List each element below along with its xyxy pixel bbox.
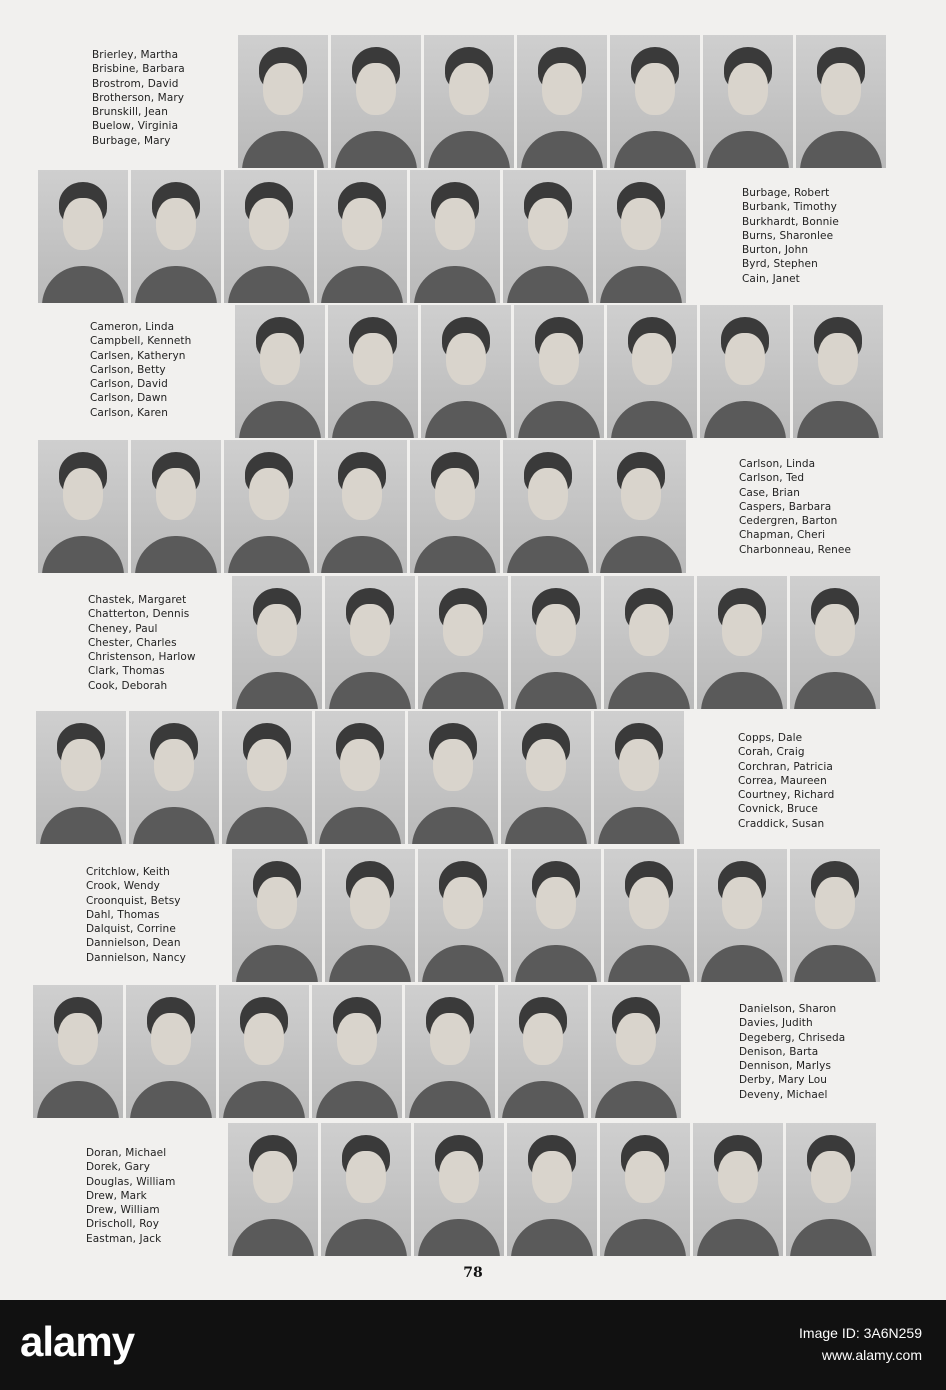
- student-photo: [703, 35, 793, 168]
- student-photo: [315, 711, 405, 844]
- name-list: [86, 865, 186, 965]
- student-photo: [325, 576, 415, 709]
- student-name: Drew, Mark: [86, 1189, 147, 1202]
- photo-strip: [228, 1123, 876, 1256]
- student-photo: [600, 1123, 690, 1256]
- photo-strip: [38, 440, 686, 573]
- student-photo: [607, 305, 697, 438]
- name-list: [739, 457, 851, 557]
- student-row: [0, 305, 946, 440]
- student-photo: [228, 1123, 318, 1256]
- name-list: [88, 593, 196, 693]
- student-name: Danielson, Sharon: [739, 1003, 837, 1015]
- student-name: Carlsen, Katheryn: [90, 349, 186, 362]
- student-photo: [219, 985, 309, 1118]
- student-name: Corchran, Patricia: [738, 760, 833, 773]
- stock-logo: alamy: [20, 1318, 135, 1365]
- student-photo: [408, 711, 498, 844]
- student-name: Brisbine, Barbara: [92, 63, 185, 76]
- student-photo: [331, 35, 421, 168]
- student-photo: [232, 576, 322, 709]
- student-name: Buelow, Virginia: [92, 120, 179, 133]
- student-name: Cain, Janet: [742, 272, 800, 285]
- student-name: Courtney, Richard: [738, 789, 835, 802]
- student-photo: [610, 35, 700, 168]
- student-name: Dannielson, Nancy: [86, 951, 186, 964]
- student-name: Cameron, Linda: [90, 321, 175, 333]
- student-name: Copps, Dale: [738, 732, 803, 744]
- student-name: Drischoll, Roy: [86, 1218, 160, 1231]
- student-name: Brotherson, Mary: [92, 91, 185, 104]
- student-name: Doran, Michael: [86, 1147, 167, 1159]
- student-photo: [697, 849, 787, 982]
- student-name: Cook, Deborah: [88, 679, 168, 692]
- photo-strip: [235, 305, 883, 438]
- student-photo: [591, 985, 681, 1118]
- student-photo: [424, 35, 514, 168]
- student-photo: [693, 1123, 783, 1256]
- student-row: [0, 440, 946, 575]
- student-name: Craddick, Susan: [738, 817, 825, 830]
- photo-strip: [33, 985, 681, 1118]
- student-name: Derby, Mary Lou: [739, 1074, 828, 1087]
- student-photo: [414, 1123, 504, 1256]
- name-list: [86, 1146, 175, 1246]
- student-photo: [796, 35, 886, 168]
- student-photo: [503, 170, 593, 303]
- student-photo: [786, 1123, 876, 1256]
- student-name: Davies, Judith: [739, 1017, 813, 1030]
- image-id: Image ID: 3A6N259: [799, 1325, 922, 1341]
- student-name: Dorek, Gary: [86, 1161, 151, 1174]
- name-list: [92, 48, 185, 148]
- student-photo: [418, 576, 508, 709]
- photo-strip: [232, 849, 880, 982]
- student-name: Clark, Thomas: [88, 665, 165, 678]
- student-name: Dennison, Marlys: [739, 1060, 832, 1073]
- student-photo: [700, 305, 790, 438]
- student-row: [0, 849, 946, 984]
- photo-strip: [36, 711, 684, 844]
- student-name: Carlson, Linda: [739, 458, 816, 470]
- student-name: Chastek, Margaret: [88, 594, 187, 606]
- name-list: [742, 186, 839, 286]
- student-photo: [321, 1123, 411, 1256]
- student-photo: [222, 711, 312, 844]
- photo-strip: [232, 576, 880, 709]
- student-name: Case, Brian: [739, 486, 800, 499]
- student-row: [0, 711, 946, 846]
- student-name: Critchlow, Keith: [86, 866, 170, 878]
- student-name: Deveny, Michael: [739, 1088, 828, 1101]
- student-photo: [224, 440, 314, 573]
- student-photo: [421, 305, 511, 438]
- student-photo: [418, 849, 508, 982]
- student-photo: [507, 1123, 597, 1256]
- student-name: Burbage, Mary: [92, 134, 171, 147]
- student-row: [0, 576, 946, 711]
- student-photo: [501, 711, 591, 844]
- student-name: Cedergren, Barton: [739, 515, 838, 528]
- photo-strip: [38, 170, 686, 303]
- student-photo: [517, 35, 607, 168]
- student-photo: [410, 170, 500, 303]
- student-name: Degeberg, Chriseda: [739, 1031, 846, 1044]
- page-number: 78: [463, 1265, 483, 1281]
- student-name: Burbage, Robert: [742, 187, 830, 199]
- student-name: Caspers, Barbara: [739, 500, 832, 513]
- student-row: [0, 1123, 946, 1258]
- student-photo: [697, 576, 787, 709]
- student-name: Covnick, Bruce: [738, 803, 818, 816]
- student-photo: [596, 440, 686, 573]
- student-name: Carlson, Ted: [739, 472, 805, 485]
- student-name: Drew, William: [86, 1204, 160, 1217]
- photo-strip: [238, 35, 886, 168]
- student-name: Crook, Wendy: [86, 880, 160, 893]
- student-photo: [604, 576, 694, 709]
- student-photo: [126, 985, 216, 1118]
- student-photo: [317, 440, 407, 573]
- student-photo: [511, 849, 601, 982]
- student-name: Correa, Maureen: [738, 774, 827, 787]
- student-photo: [317, 170, 407, 303]
- student-name: Corah, Craig: [738, 746, 805, 759]
- student-name: Brostrom, David: [92, 77, 179, 90]
- student-photo: [38, 440, 128, 573]
- student-photo: [503, 440, 593, 573]
- student-photo: [594, 711, 684, 844]
- student-name: Chapman, Cheri: [739, 529, 826, 542]
- student-photo: [793, 305, 883, 438]
- student-name: Carlson, Betty: [90, 363, 166, 376]
- name-list: [90, 320, 191, 420]
- student-photo: [232, 849, 322, 982]
- student-name: Burbank, Timothy: [742, 201, 837, 214]
- student-photo: [790, 576, 880, 709]
- student-name: Cheney, Paul: [88, 622, 158, 635]
- student-row: [0, 35, 946, 170]
- student-photo: [131, 170, 221, 303]
- footer-url: www.alamy.com: [821, 1347, 922, 1363]
- student-row: [0, 985, 946, 1120]
- student-photo: [131, 440, 221, 573]
- student-name: Dahl, Thomas: [86, 908, 160, 921]
- student-photo: [328, 305, 418, 438]
- name-list: [739, 1002, 845, 1102]
- student-photo: [604, 849, 694, 982]
- student-photo: [238, 35, 328, 168]
- student-name: Byrd, Stephen: [742, 258, 818, 271]
- student-name: Burton, John: [742, 244, 809, 257]
- student-name: Campbell, Kenneth: [90, 335, 192, 348]
- student-name: Carlson, Dawn: [90, 392, 168, 405]
- student-name: Croonquist, Betsy: [86, 894, 181, 907]
- student-photo: [596, 170, 686, 303]
- student-name: Douglas, William: [86, 1175, 176, 1188]
- student-photo: [312, 985, 402, 1118]
- student-photo: [325, 849, 415, 982]
- student-name: Chester, Charles: [88, 636, 177, 649]
- image-id-block: [799, 1322, 922, 1366]
- student-photo: [514, 305, 604, 438]
- student-row: [0, 170, 946, 305]
- student-name: Brunskill, Jean: [92, 106, 168, 119]
- student-name: Carlson, Karen: [90, 406, 168, 419]
- student-name: Eastman, Jack: [86, 1232, 162, 1245]
- student-name: Charbonneau, Renee: [739, 543, 852, 556]
- student-name: Denison, Barta: [739, 1045, 819, 1058]
- student-photo: [129, 711, 219, 844]
- student-name: Chatterton, Dennis: [88, 608, 190, 621]
- student-photo: [498, 985, 588, 1118]
- student-photo: [405, 985, 495, 1118]
- student-name: Carlson, David: [90, 378, 168, 391]
- student-photo: [38, 170, 128, 303]
- student-photo: [224, 170, 314, 303]
- student-name: Burns, Sharonlee: [742, 229, 834, 242]
- student-photo: [511, 576, 601, 709]
- student-photo: [410, 440, 500, 573]
- name-list: [738, 731, 834, 831]
- student-photo: [33, 985, 123, 1118]
- student-name: Brierley, Martha: [92, 49, 179, 61]
- student-photo: [36, 711, 126, 844]
- student-name: Dalquist, Corrine: [86, 923, 176, 936]
- student-name: Christenson, Harlow: [88, 651, 196, 664]
- student-name: Dannielson, Dean: [86, 937, 181, 950]
- student-photo: [235, 305, 325, 438]
- student-name: Burkhardt, Bonnie: [742, 215, 839, 228]
- student-photo: [790, 849, 880, 982]
